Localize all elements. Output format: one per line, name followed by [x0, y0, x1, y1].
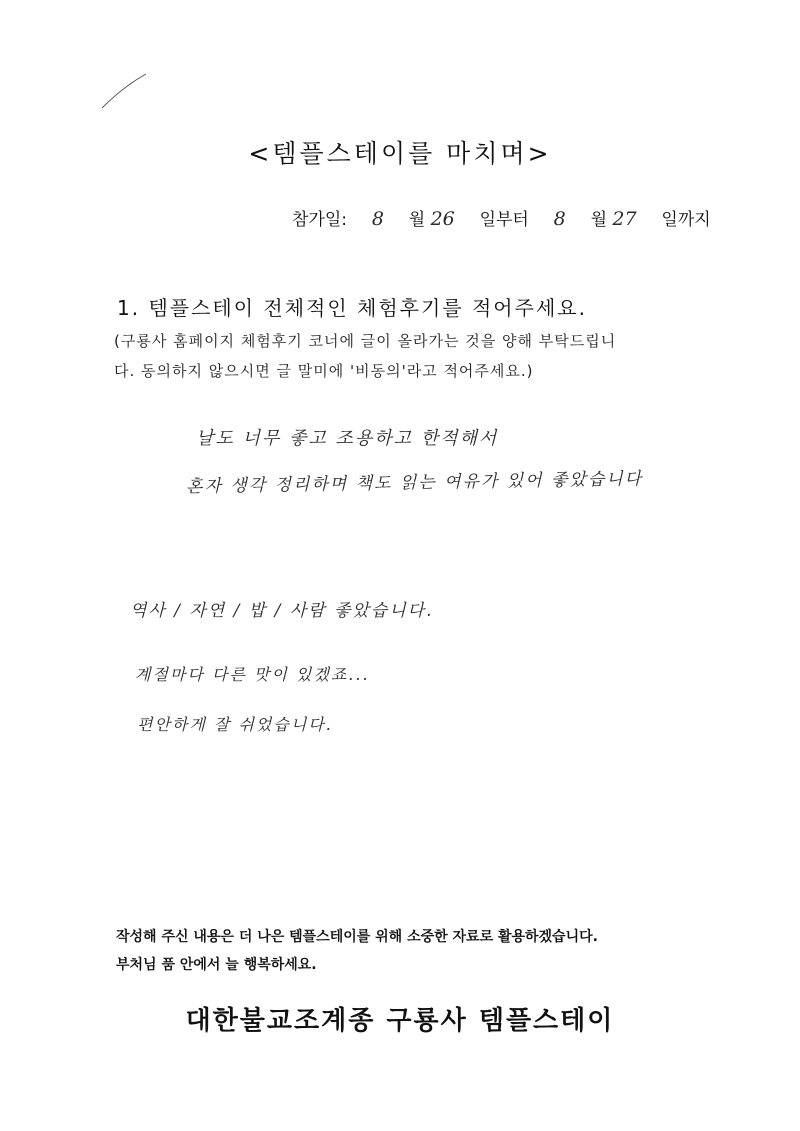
- handwritten-line-3: 역사 / 자연 / 밥 / 사람 좋았습니다.: [130, 601, 434, 621]
- participation-label: 참가일:: [292, 210, 347, 230]
- from-text: 일부터: [479, 210, 529, 230]
- organization-name: 대한불교조계종 구룡사 템플스테이: [185, 1006, 615, 1036]
- handwritten-line-4: 계절마다 다른 맛이 있겠죠...: [135, 665, 370, 684]
- handwritten-line-2: 혼자 생각 정리하며 책도 읽는 여유가 있어 좋았습니다: [185, 469, 644, 497]
- start-day: 26: [430, 208, 455, 230]
- handwritten-line-5: 편안하게 잘 쉬었습니다.: [137, 715, 333, 734]
- question-note-line2: 다. 동의하지 않으시면 글 말미에 '비동의'라고 적어주세요.): [114, 362, 534, 380]
- end-day: 27: [612, 208, 637, 230]
- handwritten-line-1: 날도 너무 좋고 조용하고 한적해서: [196, 428, 499, 449]
- start-month: 8: [371, 208, 384, 230]
- month-unit-1: 월: [408, 210, 426, 230]
- question-heading: 1. 템플스테이 전체적인 체험후기를 적어주세요.: [117, 296, 587, 320]
- end-month: 8: [553, 208, 566, 230]
- participation-dates: [292, 205, 711, 230]
- pen-stroke-mark: [100, 72, 150, 112]
- closing-message-line1: 작성해 주신 내용은 더 나은 템플스테이를 위해 소중한 자료로 활용하겠습니다.: [116, 929, 598, 945]
- question-note-line1: (구룡사 홈페이지 체험후기 코너에 글이 올라가는 것을 양해 부탁드립니: [114, 332, 617, 350]
- until-text: 일까지: [661, 210, 711, 230]
- month-unit-2: 월: [590, 210, 607, 230]
- closing-message-line2: 부처님 품 안에서 늘 행복하세요.: [116, 957, 317, 973]
- form-title: <템플스테이를 마치며>: [248, 139, 552, 168]
